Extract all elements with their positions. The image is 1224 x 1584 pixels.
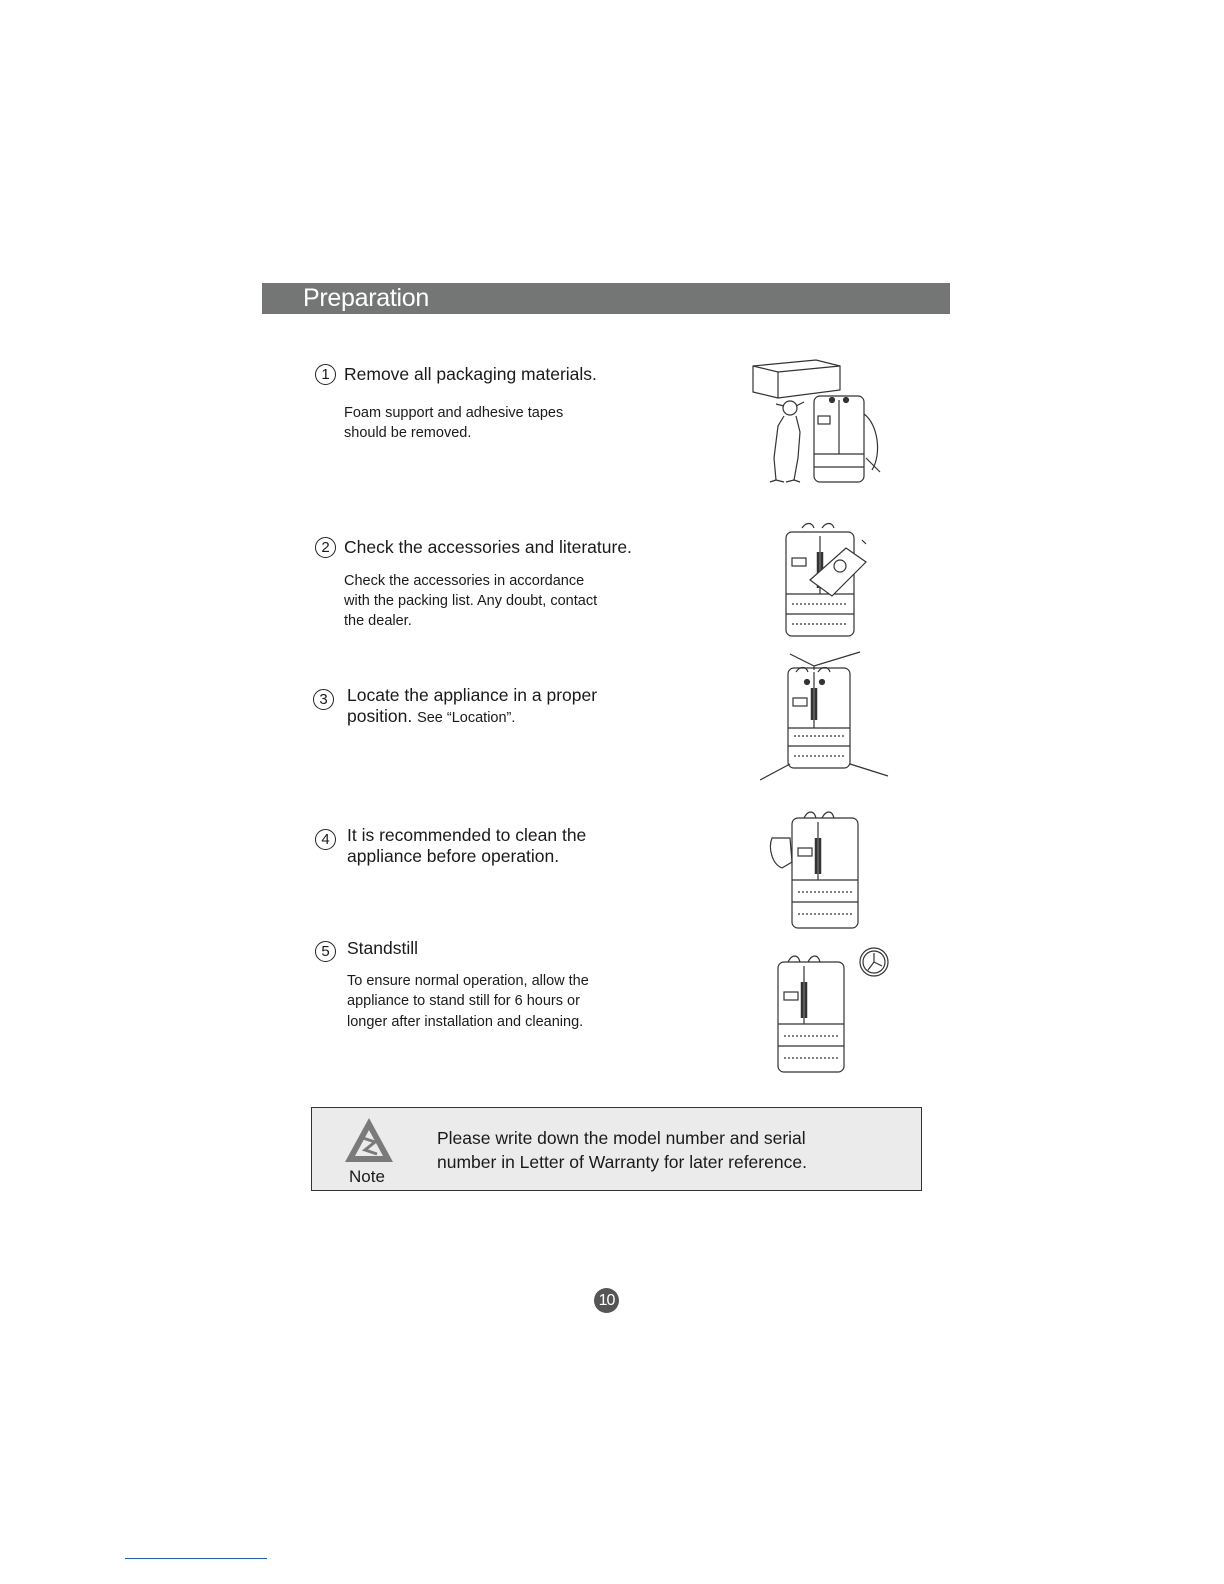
refrigerator-with-manual-illustration: [780, 522, 872, 640]
step-number: 2: [315, 537, 336, 558]
refrigerator-standstill-illustration: [774, 944, 894, 1076]
step-title-reference: See “Location”.: [417, 710, 516, 726]
step-number: 3: [313, 689, 334, 710]
step-title-line: position. See “Location”.: [347, 706, 516, 726]
step-title-line: appliance before operation.: [347, 846, 560, 866]
step-title: Check the accessories and literature.: [344, 537, 632, 557]
step-title: Standstill: [347, 938, 419, 958]
step-description-line: Check the accessories in accordance: [344, 573, 585, 589]
step-description-line: To ensure normal operation, allow the: [347, 973, 589, 989]
note-box: [311, 1107, 922, 1191]
cleaning-refrigerator-illustration: [768, 808, 864, 932]
step-description-line: the dealer.: [344, 613, 412, 629]
clock-icon: [860, 948, 888, 976]
refrigerator-in-corner-illustration: [760, 648, 890, 782]
step-number: 1: [315, 364, 336, 385]
step-description-line: should be removed.: [344, 425, 472, 441]
warning-icon: [343, 1116, 395, 1169]
step-description-line: Foam support and adhesive tapes: [344, 405, 564, 421]
unpacking-illustration: [748, 354, 888, 488]
section-header: [262, 283, 950, 314]
step-number: 5: [315, 941, 336, 962]
note-text: [437, 1126, 807, 1174]
step-number: 4: [315, 829, 336, 850]
footer-divider: [125, 1558, 267, 1559]
step-title: Remove all packaging materials.: [344, 364, 597, 384]
note-text-line: Please write down the model number and serial: [437, 1128, 806, 1148]
step-description-line: appliance to stand still for 6 hours or: [347, 993, 580, 1009]
section-title: Preparation: [303, 284, 429, 312]
step-description-line: with the packing list. Any doubt, contact: [344, 593, 598, 609]
step-title-line: Locate the appliance in a proper: [347, 685, 598, 705]
step-description-line: longer after installation and cleaning.: [347, 1014, 584, 1030]
step-title-line: It is recommended to clean the: [347, 825, 587, 845]
note-text-line: number in Letter of Warranty for later reference.: [437, 1152, 807, 1172]
page-number-badge: 10: [594, 1288, 619, 1313]
note-label: Note: [349, 1167, 385, 1186]
